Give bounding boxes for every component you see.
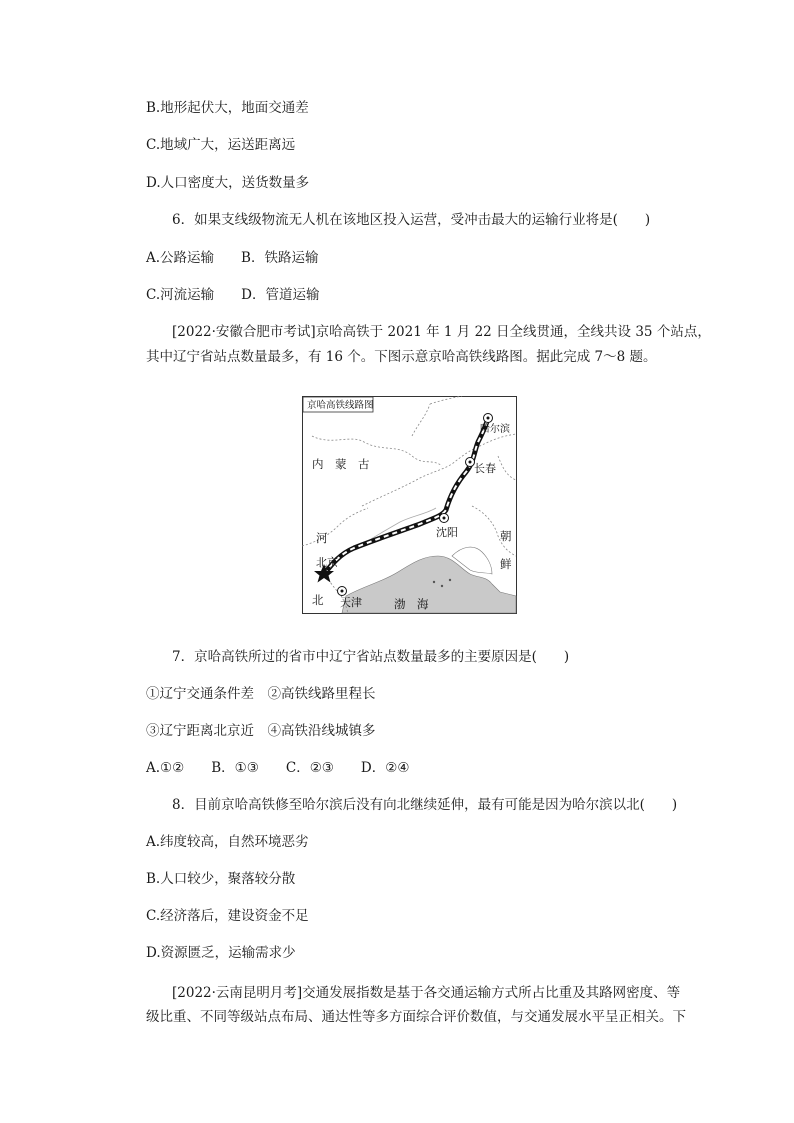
label-xian: 鲜 <box>500 557 512 571</box>
route-map <box>302 396 517 614</box>
label-chao: 朝 <box>500 529 512 543</box>
q6-options-cd: C.河流运输 D．管道运输 <box>146 287 320 303</box>
route-map-figure <box>302 396 517 614</box>
haerbin-station-icon <box>487 417 490 420</box>
q8-option-b: B.人口较少，聚落较分散 <box>146 871 296 887</box>
label-changchun: 长春 <box>474 462 496 475</box>
shenyang-station-icon <box>443 517 446 520</box>
q8-option-a: A.纬度较高，自然环境恶劣 <box>146 834 309 850</box>
intro-next-line1: [2022·云南昆明月考]交通发展指数是基于各交通运输方式所占比重及其路网密度、等 <box>172 985 681 1001</box>
label-shenyang: 沈阳 <box>436 526 458 539</box>
tianjin-station-icon <box>341 590 344 593</box>
q7-choices: A.①② B．①③ C．②③ D．②④ <box>146 760 410 776</box>
q8-option-c: C.经济落后，建设资金不足 <box>146 908 309 924</box>
label-bei: 北 <box>312 593 324 607</box>
q7-statements-34: ③辽宁距离北京近 ④高铁沿线城镇多 <box>146 723 376 739</box>
changchun-station-icon <box>469 461 472 464</box>
label-he: 河 <box>316 531 328 545</box>
intro-next-line2: 级比重、不同等级站点布局、通达性等多方面综合评价数值，与交通发展水平呈正相关。下 <box>146 1009 686 1025</box>
q7-statements-12: ①辽宁交通条件差 ②高铁线路里程长 <box>146 686 376 702</box>
intro-7-8-line2: 其中辽宁省站点数量最多，有 16 个。下图示意京哈高铁线路图。据此完成 7～8 题。 <box>146 349 657 365</box>
q7-stem: 7．京哈高铁所过的省市中辽宁省站点数量最多的主要原因是( ) <box>172 649 570 665</box>
q8-option-d: D.资源匮乏，运输需求少 <box>146 945 296 961</box>
intro-7-8-line1: [2022·安徽合肥市考试]京哈高铁于 2021 年 1 月 22 日全线贯通，全线共设 35 个站点， <box>172 324 711 340</box>
map-title: 京哈高铁线路图 <box>307 400 374 411</box>
label-tianjin: 天津 <box>340 596 362 609</box>
q6-options-ab: A.公路运输 B．铁路运输 <box>146 250 319 266</box>
q6-stem: 6．如果支线级物流无人机在该地区投入运营，受冲击最大的运输行业将是( ) <box>172 212 651 228</box>
q5-option-d: D.人口密度大，送货数量多 <box>146 175 310 191</box>
label-bohai: 渤 海 <box>394 597 429 611</box>
q5-option-c: C.地域广大，运送距离远 <box>146 137 296 153</box>
label-neimenggu: 内 蒙 古 <box>312 457 370 471</box>
label-beijing: 北京 <box>316 556 338 569</box>
label-haerbin: 哈尔滨 <box>480 424 510 435</box>
q5-option-b: B.地形起伏大，地面交通差 <box>146 100 309 116</box>
q8-stem: 8．目前京哈高铁修至哈尔滨后没有向北继续延伸，最有可能是因为哈尔滨以北( ) <box>172 797 678 813</box>
